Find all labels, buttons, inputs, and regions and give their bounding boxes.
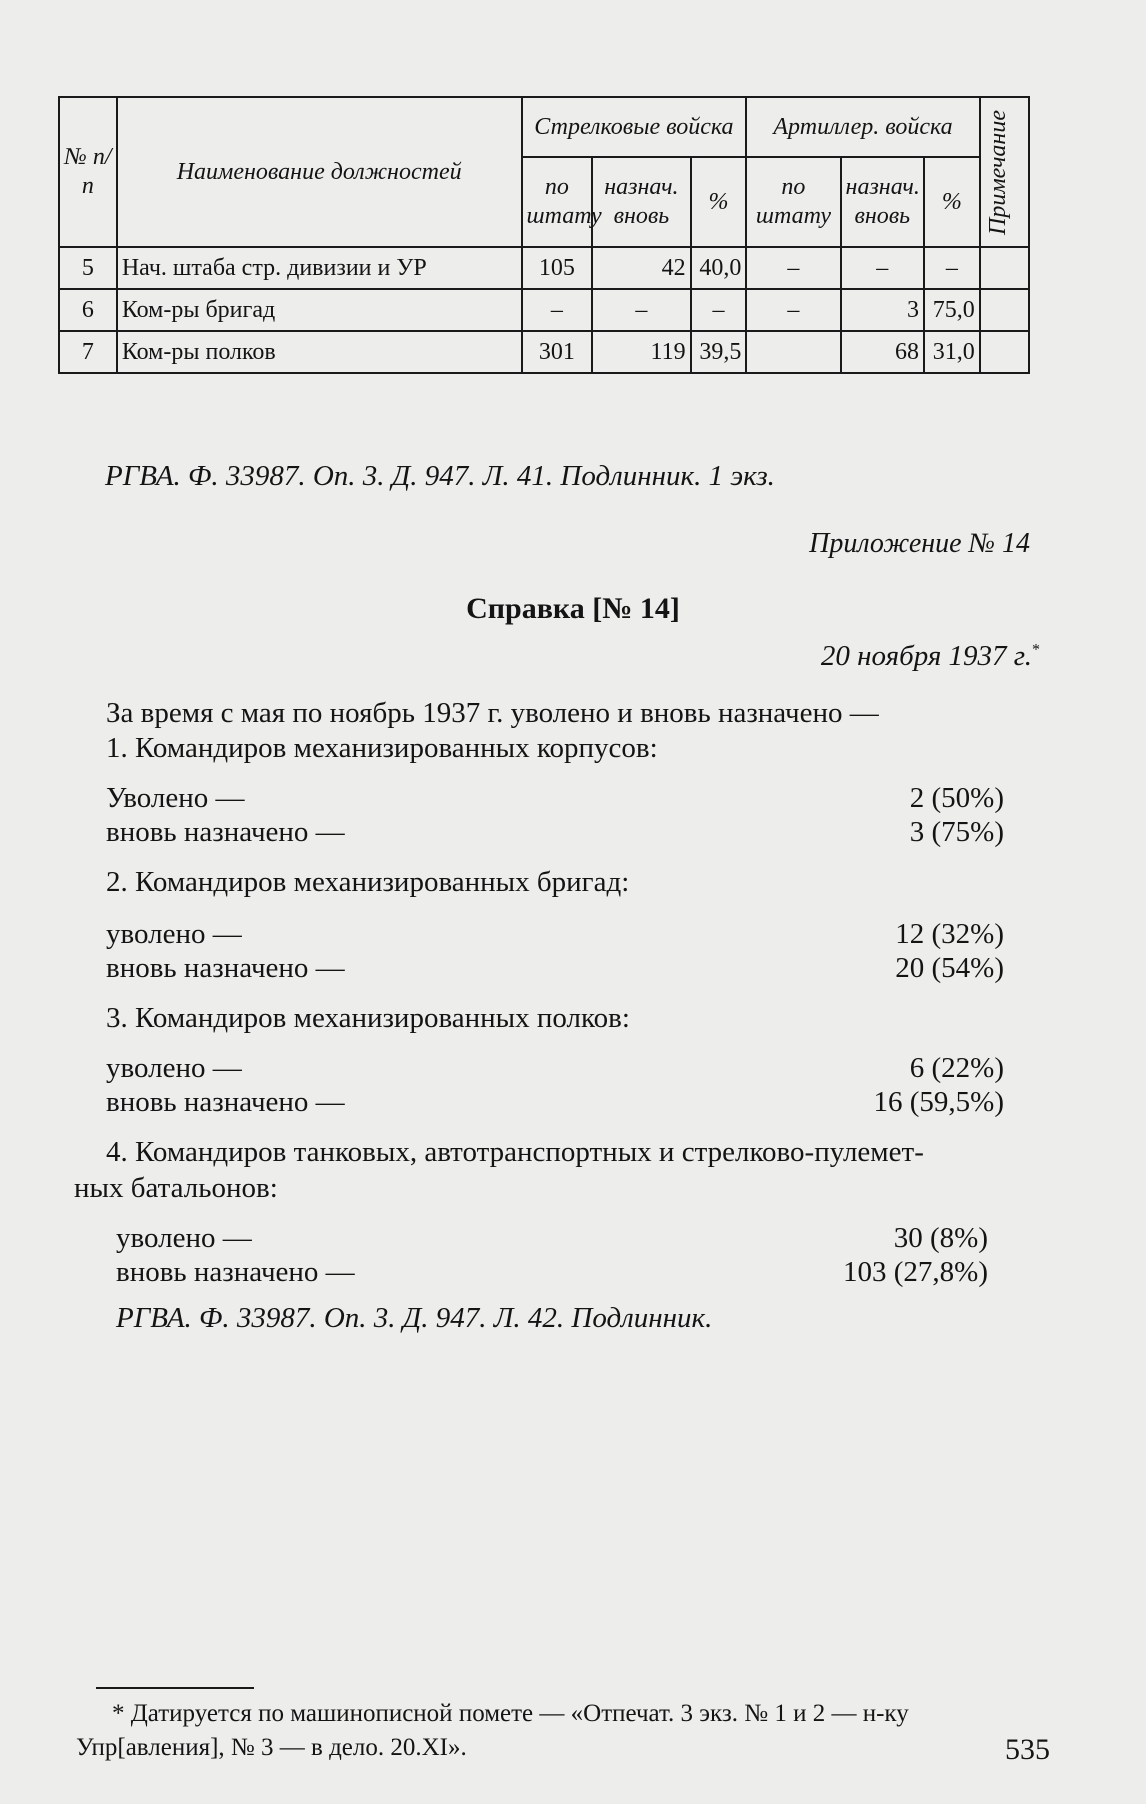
appointed-value: 3 (75%) — [909, 816, 1004, 848]
col-name-header: Наименование должностей — [117, 97, 522, 247]
appointed-label: вновь назначено — — [106, 952, 345, 984]
appointed-value: 20 (54%) — [895, 952, 1004, 984]
rifle-new: – — [592, 289, 690, 331]
section-heading: 2. Командиров механизированных бригад: — [106, 866, 630, 898]
fired-value: 30 (8%) — [893, 1222, 988, 1254]
fired-value: 2 (50%) — [909, 782, 1004, 814]
rifle-staff: 301 — [522, 331, 593, 373]
document-date — [821, 640, 1040, 673]
table-row — [59, 289, 1029, 331]
rifle-staff: 105 — [522, 247, 593, 289]
rifle-new: 42 — [592, 247, 690, 289]
appointed-value: 16 (59,5%) — [873, 1086, 1004, 1118]
section-heading: 1. Командиров механизированных корпусов: — [106, 732, 658, 764]
art-staff: – — [746, 289, 840, 331]
footnote-marker: * — [1032, 641, 1040, 659]
rifle-new: 119 — [592, 331, 690, 373]
row-number: 6 — [59, 289, 117, 331]
rifle-appointed-header: назнач. вновь — [592, 157, 690, 247]
rifle-pct: 40,0 — [691, 247, 747, 289]
art-new: 3 — [841, 289, 925, 331]
row-remark — [980, 289, 1029, 331]
appointed-label: вновь назначено — — [106, 816, 345, 848]
rifle-pct-header: % — [691, 157, 747, 247]
fired-value: 12 (32%) — [895, 918, 1004, 950]
appendix-label: Приложение № 14 — [809, 528, 1030, 559]
rifle-staff: – — [522, 289, 593, 331]
art-staff — [746, 331, 840, 373]
art-new: – — [841, 247, 925, 289]
table-row — [59, 247, 1029, 289]
appointed-row — [106, 1086, 1030, 1119]
rifle-troops-header: Стрелковые войска — [522, 97, 747, 157]
appointed-label: вновь назначено — — [116, 1256, 355, 1288]
document-title: Справка [№ 14] — [466, 592, 680, 625]
section-heading: 4. Командиров танковых, автотранспортных и стрелково-пулемет- — [106, 1136, 924, 1168]
fired-row — [116, 1222, 1040, 1255]
archive-reference-2: РГВА. Ф. 33987. Оп. 3. Д. 947. Л. 42. Подлинник. — [116, 1302, 713, 1334]
row-number: 5 — [59, 247, 117, 289]
art-new: 68 — [841, 331, 925, 373]
footnote-line-1: * Датируется по машинописной помете — «Отпечат. 3 экз. № 1 и 2 — н-ку — [112, 1700, 909, 1727]
remark-header-text: Примечание — [984, 109, 1011, 235]
rifle-staff-header: по штату — [522, 157, 593, 247]
staff-table — [58, 96, 1030, 374]
appointed-row — [106, 952, 1030, 985]
appointed-row — [116, 1256, 1040, 1289]
fired-label: уволено — — [106, 918, 242, 950]
row-name: Ком-ры полков — [117, 331, 522, 373]
row-number: 7 — [59, 331, 117, 373]
col-number-header: № п/п — [59, 97, 117, 247]
rifle-pct: 39,5 — [691, 331, 747, 373]
appointed-label: вновь назначено — — [106, 1086, 345, 1118]
date-text: 20 ноября 1937 г. — [820, 640, 1032, 672]
fired-row — [106, 918, 1030, 951]
section-heading: 3. Командиров механизированных полков: — [106, 1002, 630, 1034]
art-pct-header: % — [924, 157, 980, 247]
archive-reference-1: РГВА. Ф. 33987. Оп. 3. Д. 947. Л. 41. Подлинник. 1 экз. — [105, 460, 775, 492]
appointed-row — [106, 816, 1030, 849]
intro-text: За время с мая по ноябрь 1937 г. уволено и вновь назначено — — [106, 697, 879, 729]
artillery-troops-header: Артиллер. войска — [746, 97, 979, 157]
section-heading-cont: ных батальонов: — [74, 1172, 278, 1204]
art-staff: – — [746, 247, 840, 289]
fired-label: уволено — — [106, 1052, 242, 1084]
footnote-divider — [96, 1687, 254, 1689]
fired-label: уволено — — [116, 1222, 252, 1254]
table-row — [59, 331, 1029, 373]
fired-row — [106, 782, 1030, 815]
row-remark — [980, 331, 1029, 373]
fired-row — [106, 1052, 1030, 1085]
art-pct: 75,0 — [924, 289, 980, 331]
art-pct: 31,0 — [924, 331, 980, 373]
fired-value: 6 (22%) — [909, 1052, 1004, 1084]
appointed-value: 103 (27,8%) — [843, 1256, 988, 1288]
row-name: Нач. штаба стр. дивизии и УР — [117, 247, 522, 289]
row-name: Ком-ры бригад — [117, 289, 522, 331]
art-staff-header: по штату — [746, 157, 840, 247]
art-appointed-header: назнач. вновь — [841, 157, 925, 247]
art-pct: – — [924, 247, 980, 289]
remark-header — [980, 97, 1029, 247]
page-number: 535 — [1005, 1733, 1050, 1766]
footnote-line-2: Упр[авления], № 3 — в дело. 20.XI». — [76, 1734, 467, 1761]
row-remark — [980, 247, 1029, 289]
rifle-pct: – — [691, 289, 747, 331]
fired-label: Уволено — — [106, 782, 245, 814]
